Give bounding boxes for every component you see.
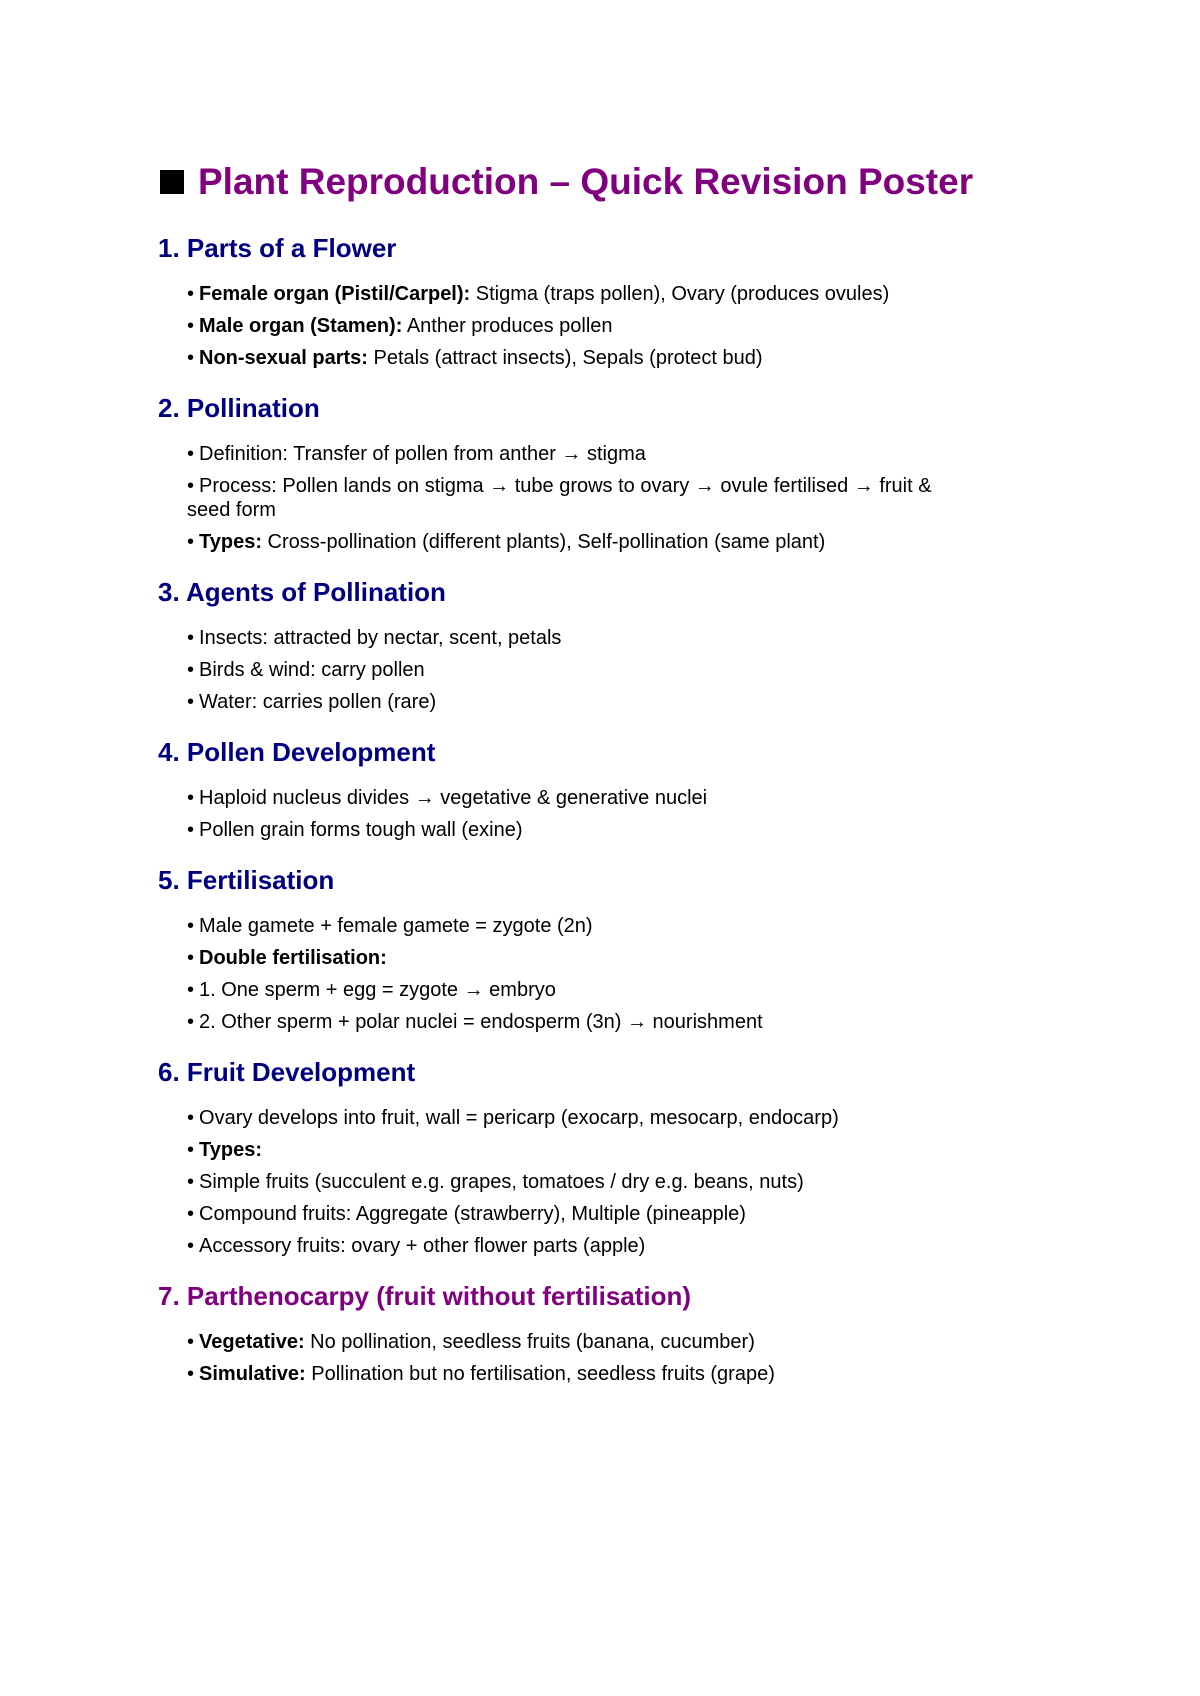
list-item — [187, 1362, 1058, 1386]
bullet-list — [158, 1330, 1058, 1386]
item-text: Male gamete + female gamete = zygote (2n) — [199, 915, 593, 937]
item-text: Process: Pollen lands on stigma → tube grows to ovary → ovule fertilised → fruit & — [199, 475, 932, 497]
section-heading: 7. Parthenocarpy (fruit without fertilisation) — [158, 1281, 692, 1311]
list-item — [187, 442, 1058, 466]
bullet-list — [158, 442, 1058, 554]
list-item — [187, 346, 1058, 370]
item-label: Non-sexual parts: — [199, 347, 368, 369]
bullet-icon: • — [187, 787, 195, 809]
item-text: Compound fruits: Aggregate (strawberry), Multiple (pineapple) — [199, 1203, 746, 1225]
square-icon — [160, 170, 184, 194]
item-text: No pollination, seedless fruits (banana, cucumber) — [304, 1331, 755, 1353]
bullet-list — [158, 282, 1058, 370]
list-item — [187, 314, 1058, 338]
item-label: Female organ (Pistil/Carpel): — [199, 283, 471, 305]
item-label: Types: — [199, 531, 262, 553]
item-text: Anther produces pollen — [402, 315, 613, 337]
bullet-icon: • — [187, 915, 195, 937]
list-item — [187, 1106, 1058, 1130]
item-label: Male organ (Stamen): — [199, 315, 403, 337]
section-6 — [158, 1056, 1058, 1258]
bullet-list — [158, 914, 1058, 1034]
item-text: Petals (attract insects), Sepals (protect bud) — [367, 347, 763, 369]
bullet-icon: • — [187, 1011, 195, 1033]
list-item — [187, 1234, 1058, 1258]
item-text: Pollination but no fertilisation, seedless fruits (grape) — [305, 1363, 775, 1385]
list-item — [187, 914, 1058, 938]
item-label: Simulative: — [199, 1363, 306, 1385]
list-item — [187, 690, 1058, 714]
bullet-icon: • — [187, 531, 195, 553]
bullet-icon: • — [187, 819, 195, 841]
poster-title-text: Plant Reproduction – Quick Revision Poster — [198, 161, 974, 202]
bullet-icon: • — [187, 1203, 195, 1225]
list-item — [187, 818, 1058, 842]
section-2 — [158, 392, 1058, 554]
list-item — [187, 1010, 1058, 1034]
bullet-icon: • — [187, 979, 195, 1001]
item-text-continued: seed form — [187, 499, 276, 521]
bullet-icon: • — [187, 1331, 195, 1353]
bullet-list — [158, 626, 1058, 714]
bullet-icon: • — [187, 659, 195, 681]
list-item — [187, 474, 1058, 522]
list-item — [187, 626, 1058, 650]
bullet-icon: • — [187, 1363, 195, 1385]
item-text: Cross-pollination (different plants), Self-pollination (same plant) — [262, 531, 826, 553]
list-item — [187, 530, 1058, 554]
list-item — [187, 658, 1058, 682]
section-heading: 1. Parts of a Flower — [158, 233, 397, 263]
section-1 — [158, 232, 1058, 370]
section-heading: 5. Fertilisation — [158, 865, 335, 895]
bullet-icon: • — [187, 947, 195, 969]
bullet-icon: • — [187, 347, 195, 369]
section-heading: 3. Agents of Pollination — [158, 577, 446, 607]
section-3 — [158, 576, 1058, 714]
item-text: Accessory fruits: ovary + other flower parts (apple) — [199, 1235, 646, 1257]
item-text: Birds & wind: carry pollen — [199, 659, 425, 681]
item-label: Vegetative: — [199, 1331, 305, 1353]
item-label: Double fertilisation: — [199, 947, 387, 969]
bullet-icon: • — [187, 1107, 195, 1129]
list-item — [187, 1138, 1058, 1162]
item-text: Ovary develops into fruit, wall = pericarp (exocarp, mesocarp, endocarp) — [199, 1107, 839, 1129]
section-4 — [158, 736, 1058, 842]
bullet-icon: • — [187, 315, 195, 337]
bullet-icon: • — [187, 283, 195, 305]
bullet-icon: • — [187, 475, 195, 497]
item-text: Simple fruits (succulent e.g. grapes, tomatoes / dry e.g. beans, nuts) — [199, 1171, 804, 1193]
list-item — [187, 786, 1058, 810]
item-text: Pollen grain forms tough wall (exine) — [199, 819, 523, 841]
poster-title — [158, 160, 1058, 204]
item-text: Haploid nucleus divides → vegetative & generative nuclei — [199, 787, 708, 809]
item-text: Insects: attracted by nectar, scent, petals — [199, 627, 562, 649]
bullet-icon: • — [187, 443, 195, 465]
poster — [158, 160, 1058, 1386]
bullet-icon: • — [187, 1235, 195, 1257]
list-item — [187, 282, 1058, 306]
section-heading: 6. Fruit Development — [158, 1057, 416, 1087]
bullet-icon: • — [187, 1171, 195, 1193]
section-7 — [158, 1280, 1058, 1386]
item-text: Stigma (traps pollen), Ovary (produces ovules) — [470, 283, 890, 305]
bullet-list — [158, 786, 1058, 842]
item-label: Types: — [199, 1139, 262, 1161]
list-item — [187, 946, 1058, 970]
bullet-icon: • — [187, 691, 195, 713]
section-heading: 2. Pollination — [158, 393, 320, 423]
list-item — [187, 1330, 1058, 1354]
list-item — [187, 1202, 1058, 1226]
item-text: 1. One sperm + egg = zygote → embryo — [199, 979, 556, 1001]
list-item — [187, 1170, 1058, 1194]
list-item — [187, 978, 1058, 1002]
bullet-list — [158, 1106, 1058, 1258]
item-text: Definition: Transfer of pollen from anther → stigma — [199, 443, 646, 465]
item-text: Water: carries pollen (rare) — [199, 691, 437, 713]
section-heading: 4. Pollen Development — [158, 737, 436, 767]
item-text: 2. Other sperm + polar nuclei = endosperm (3n) → nourishment — [199, 1011, 763, 1033]
sections-container — [158, 232, 1058, 1386]
bullet-icon: • — [187, 627, 195, 649]
section-5 — [158, 864, 1058, 1034]
bullet-icon: • — [187, 1139, 195, 1161]
